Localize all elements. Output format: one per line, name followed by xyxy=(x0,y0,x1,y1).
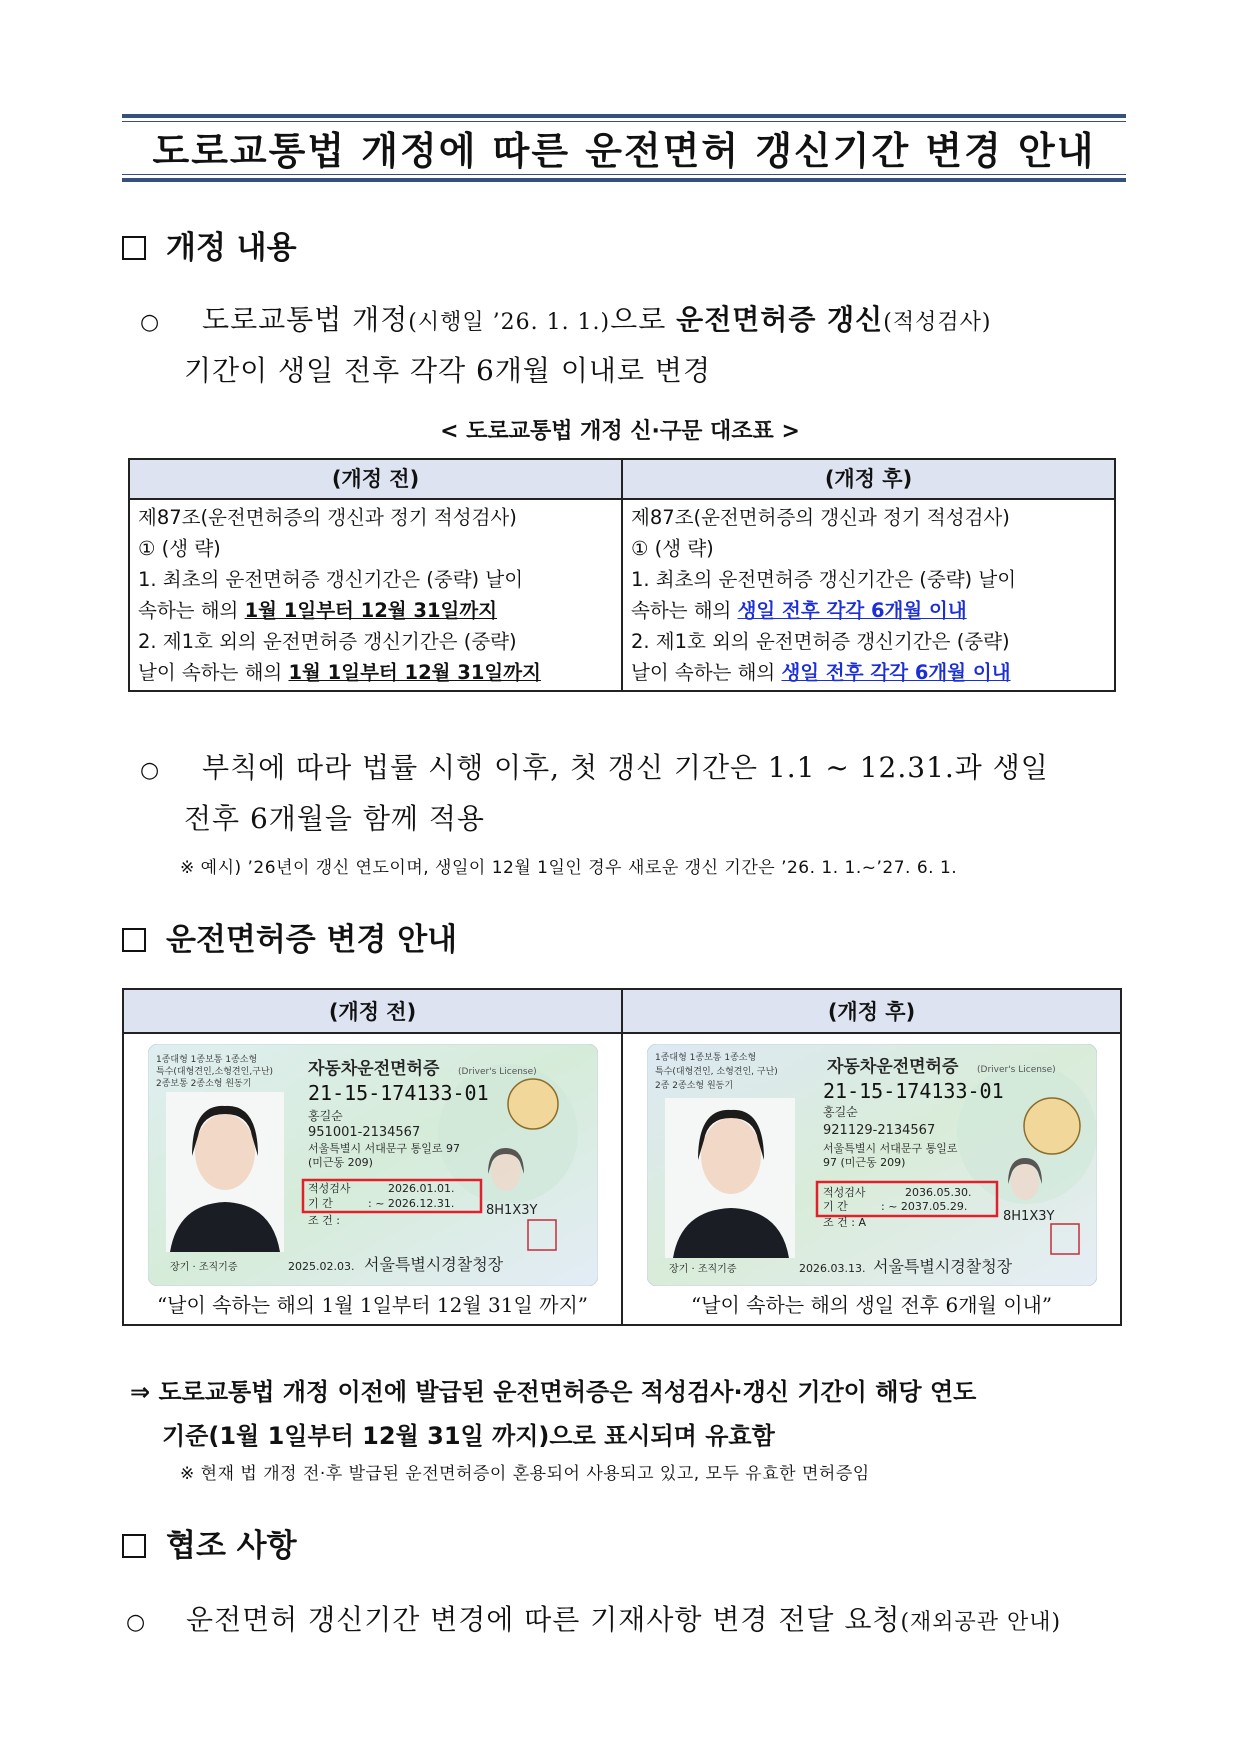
card-code: 8H1X3Y xyxy=(1003,1209,1055,1224)
address-line: 서울특별시 서대문구 통일로 xyxy=(823,1142,958,1155)
issue-date: 2025.02.03. xyxy=(288,1260,355,1273)
column-header-after: (개정 후) xyxy=(622,459,1115,499)
bullet-circle-icon: ○ xyxy=(140,758,161,783)
card-title: 자동차운전면허증 xyxy=(308,1059,440,1079)
card-title: 자동차운전면허증 xyxy=(827,1057,959,1077)
license-class-line: 특수(대형견인,소형견인,구난) xyxy=(156,1067,274,1077)
cell-before xyxy=(129,499,622,691)
address-line: (미근동 209) xyxy=(308,1156,373,1169)
bullet-amendment-summary xyxy=(140,296,1130,395)
checkbox-square-icon xyxy=(122,1534,146,1558)
text: 1. 최초의 운전면허증 갱신기간은 (중략) 날이 xyxy=(138,568,524,591)
section-heading-cooperation xyxy=(122,1526,297,1566)
cell-after xyxy=(622,499,1115,691)
section-heading-text: 운전면허증 변경 안내 xyxy=(166,922,458,958)
bullet-circle-icon: ○ xyxy=(140,310,161,335)
text: 도로교통법 개정 xyxy=(202,303,409,336)
license-class-line: 2종 2종소형 원동기 xyxy=(655,1081,734,1091)
text: 도로교통법 개정 이전에 발급된 운전면허증은 적성검사·갱신 기간이 해당 연도 xyxy=(158,1378,977,1406)
exam-date: 2036.05.30. xyxy=(905,1186,972,1199)
card-caption-after: “날이 속하는 해의 생일 전후 6개월 이내” xyxy=(690,1293,1053,1317)
mugunghwa-emblem-icon xyxy=(508,1079,558,1129)
text: 속하는 해의 xyxy=(138,599,245,622)
bullet-transition-rule xyxy=(140,744,1130,843)
exam-label: 적성검사 xyxy=(823,1186,866,1199)
issuer: 서울특별시경찰청장 xyxy=(364,1255,504,1274)
card-title-en: (Driver's License) xyxy=(458,1067,537,1077)
license-number: 21-15-174133-01 xyxy=(823,1079,1004,1103)
text: 부칙에 따라 법률 시행 이후, 첫 갱신 기간은 1.1 ~ 12.31.과 생일 xyxy=(202,751,1049,784)
text: 운전면허 갱신기간 변경에 따른 기재사항 변경 전달 요청 xyxy=(186,1603,901,1636)
organ-donor-label: 장기 · 조직기증 xyxy=(669,1264,737,1275)
text-highlight-blue: 생일 전후 각각 6개월 이내 xyxy=(737,599,967,622)
license-comparison-table xyxy=(122,988,1122,1326)
holder-name: 홍길순 xyxy=(308,1109,343,1123)
license-card-after-cell xyxy=(622,1033,1121,1325)
text: (시행일 ’26. 1. 1.) xyxy=(408,310,611,335)
text: (재외공관 안내) xyxy=(900,1610,1062,1635)
bullet-cooperation-request xyxy=(126,1596,1136,1647)
text-emphasis: 운전면허증 갱신 xyxy=(676,303,884,336)
document-title: 도로교통법 개정에 따른 운전면허 갱신기간 변경 안내 xyxy=(152,129,1096,173)
license-class-line: 1종대형 1종보통 1종소형 xyxy=(156,1055,258,1065)
period-label: 기 간 xyxy=(308,1197,333,1210)
text: 날이 속하는 해의 xyxy=(631,661,782,684)
column-header-after: (개정 후) xyxy=(622,989,1121,1033)
bullet-circle-icon: ○ xyxy=(126,1610,147,1635)
condition-label: 조 건 : xyxy=(308,1214,340,1227)
portrait-photo xyxy=(166,1092,284,1252)
text: (적성검사) xyxy=(883,310,992,335)
text: 날이 속하는 해의 xyxy=(138,661,289,684)
text: ① (생 략) xyxy=(631,537,714,560)
license-class-line: 2종보통 2종소형 원동기 xyxy=(156,1079,252,1089)
license-card-after xyxy=(647,1044,1097,1286)
text: 기준(1월 1일부터 12월 31일 까지)으로 표시되며 유효함 xyxy=(162,1422,775,1450)
card-caption-before: “날이 속하는 해의 1월 1일부터 12월 31일 까지” xyxy=(156,1293,589,1317)
period-value: : ~ 2026.12.31. xyxy=(368,1197,455,1210)
text: ① (생 략) xyxy=(138,537,221,560)
document-title-banner xyxy=(122,114,1126,182)
text-underlined: 1월 1일부터 12월 31일까지 xyxy=(288,661,541,684)
section-heading-text: 개정 내용 xyxy=(166,230,297,266)
text: 속하는 해의 xyxy=(631,599,738,622)
table-caption: < 도로교통법 개정 신·구문 대조표 > xyxy=(440,419,800,444)
column-header-before: (개정 전) xyxy=(129,459,622,499)
section-heading-text: 협조 사항 xyxy=(166,1528,297,1564)
text: 1. 최초의 운전면허증 갱신기간은 (중략) 날이 xyxy=(631,568,1017,591)
example-note: ※ 예시) ’26년이 갱신 연도이며, 생일이 12월 1일인 경우 새로운 갱신 기간은 ’26. 1. 1.~’27. 6. 1. xyxy=(180,858,958,878)
exam-label: 적성검사 xyxy=(308,1182,351,1195)
checkbox-square-icon xyxy=(122,928,146,952)
portrait-photo xyxy=(665,1098,795,1258)
license-card-before xyxy=(148,1044,598,1286)
text-highlight-blue: 생일 전후 각각 6개월 이내 xyxy=(781,661,1011,684)
column-header-before: (개정 전) xyxy=(123,989,622,1033)
period-label: 기 간 xyxy=(823,1200,848,1213)
address-line: 서울특별시 서대문구 통일로 97 xyxy=(308,1142,460,1155)
resident-number: 921129-2134567 xyxy=(823,1123,936,1138)
license-class-line: 1종대형 1종보통 1종소형 xyxy=(655,1053,757,1063)
arrow-icon: ⇒ xyxy=(130,1378,151,1406)
issue-date: 2026.03.13. xyxy=(799,1262,866,1275)
checkbox-square-icon xyxy=(122,236,146,260)
text: 2. 제1호 외의 운전면허증 갱신기간은 (중략) xyxy=(631,630,1010,653)
text: 제87조(운전면허증의 갱신과 정기 적성검사) xyxy=(631,506,1010,529)
mugunghwa-emblem-icon xyxy=(1024,1098,1080,1154)
text: 으로 xyxy=(610,303,677,336)
section-heading-amendment xyxy=(122,228,297,268)
card-title-en: (Driver's License) xyxy=(977,1065,1056,1075)
comparison-table xyxy=(128,458,1116,692)
period-value: : ~ 2037.05.29. xyxy=(881,1200,968,1213)
coexistence-note: ※ 현재 법 개정 전·후 발급된 운전면허증이 혼용되어 사용되고 있고, 모두 유효한 면허증임 xyxy=(180,1464,870,1484)
holder-name: 홍길순 xyxy=(823,1105,858,1119)
conclusion-paragraph xyxy=(130,1370,1130,1458)
condition-label: 조 건 : A xyxy=(823,1216,866,1229)
text-underlined: 1월 1일부터 12월 31일까지 xyxy=(244,599,498,622)
bullet-line-2: 전후 6개월을 함께 적용 xyxy=(184,802,485,835)
text: 제87조(운전면허증의 갱신과 정기 적성검사) xyxy=(138,506,517,529)
issuer: 서울특별시경찰청장 xyxy=(873,1257,1013,1276)
address-line: 97 (미근동 209) xyxy=(823,1156,906,1169)
bullet-line-2: 기간이 생일 전후 각각 6개월 이내로 변경 xyxy=(184,354,711,387)
text: 2. 제1호 외의 운전면허증 갱신기간은 (중략) xyxy=(138,630,517,653)
license-number: 21-15-174133-01 xyxy=(308,1081,489,1105)
organ-donor-label: 장기 · 조직기증 xyxy=(170,1262,238,1273)
resident-number: 951001-2134567 xyxy=(308,1125,421,1140)
section-heading-license-change xyxy=(122,920,457,960)
exam-date: 2026.01.01. xyxy=(388,1182,455,1195)
license-class-line: 특수(대형견인, 소형견인, 구난) xyxy=(655,1067,778,1077)
card-code: 8H1X3Y xyxy=(486,1203,538,1218)
license-card-before-cell xyxy=(123,1033,622,1325)
